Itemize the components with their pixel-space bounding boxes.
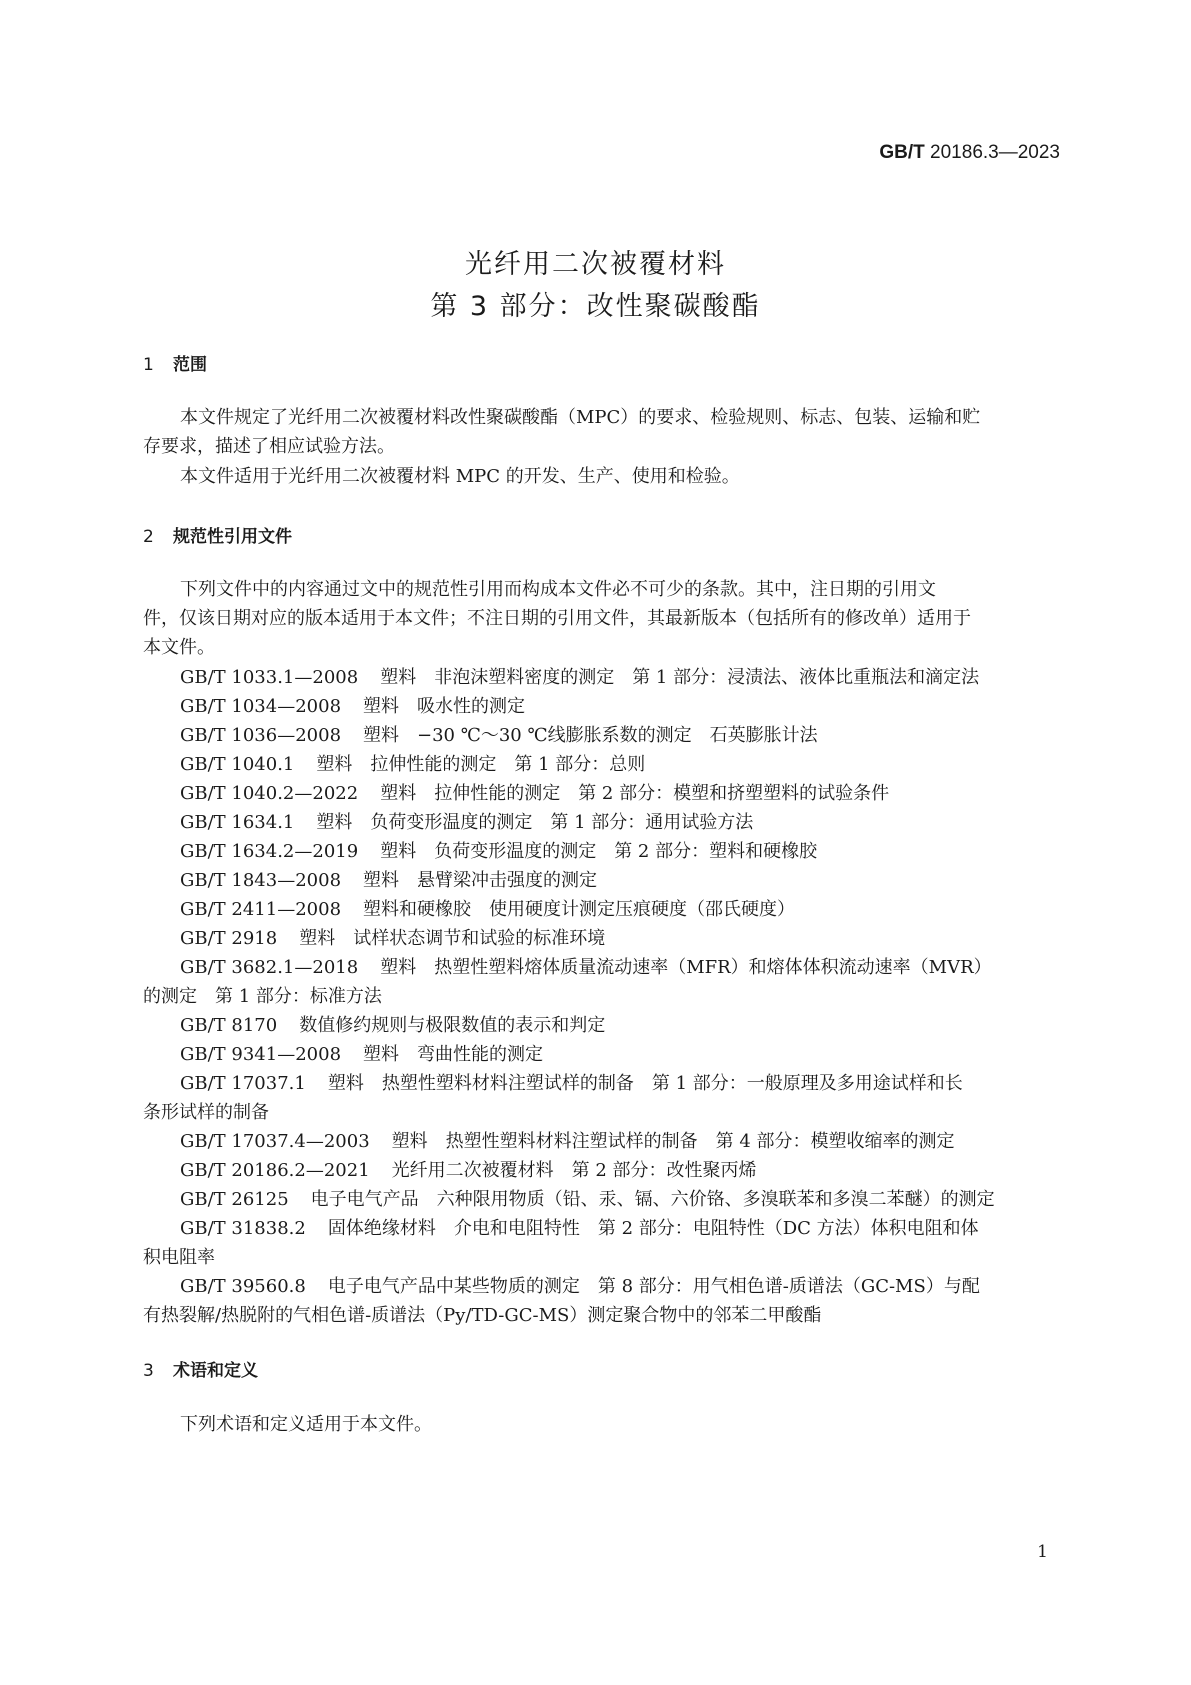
reference-code: GB/T 1843—2008 xyxy=(180,870,342,891)
document-subtitle: 第 3 部分：改性聚碳酸酯 xyxy=(430,291,761,322)
reference-code: GB/T 9341—2008 xyxy=(180,1044,342,1065)
reference-code: GB/T 17037.1 xyxy=(180,1073,306,1094)
section-heading-terms-definitions xyxy=(143,1356,258,1381)
reference-item xyxy=(180,1272,980,1298)
reference-title: 塑料 负荷变形温度的测定 第 1 部分：通用试验方法 xyxy=(316,812,754,833)
reference-title: 光纤用二次被覆材料 第 2 部分：改性聚丙烯 xyxy=(391,1160,757,1181)
standard-number xyxy=(879,142,1060,164)
scope-paragraph: 本文件规定了光纤用二次被覆材料改性聚碳酸酯（MPC）的要求、检验规则、标志、包装、运输和贮 xyxy=(180,407,981,428)
reference-code: GB/T 1040.2—2022 xyxy=(180,783,359,804)
reference-item xyxy=(180,1127,955,1153)
reference-title: 塑料 试样状态调节和试验的标准环境 xyxy=(299,928,606,949)
terms-paragraph: 下列术语和定义适用于本文件。 xyxy=(180,1414,432,1435)
page-number: 1 xyxy=(1037,1542,1048,1562)
reference-item xyxy=(180,721,818,747)
references-intro: 下列文件中的内容通过文中的规范性引用而构成本文件必不可少的条款。其中，注日期的引用文 xyxy=(180,579,936,600)
reference-item xyxy=(180,837,817,863)
references-intro-cont: 本文件。 xyxy=(143,637,215,658)
reference-title: 塑料 负荷变形温度的测定 第 2 部分：塑料和硬橡胶 xyxy=(380,841,818,862)
reference-item xyxy=(180,663,979,689)
reference-code: GB/T 26125 xyxy=(180,1189,289,1210)
reference-code: GB/T 20186.2—2021 xyxy=(180,1160,370,1181)
section-title: 范围 xyxy=(173,355,207,375)
reference-code: GB/T 3682.1—2018 xyxy=(180,957,359,978)
reference-code: GB/T 1033.1—2008 xyxy=(180,667,359,688)
reference-code: GB/T 2918 xyxy=(180,928,278,949)
reference-title: 塑料 非泡沫塑料密度的测定 第 1 部分：浸渍法、液体比重瓶法和滴定法 xyxy=(380,667,980,688)
section-number: 1 xyxy=(143,355,154,375)
reference-title: 塑料 吸水性的测定 xyxy=(363,696,526,717)
reference-code: GB/T 31838.2 xyxy=(180,1218,306,1239)
reference-code: GB/T 1040.1 xyxy=(180,754,295,775)
reference-code: GB/T 39560.8 xyxy=(180,1276,306,1297)
scope-paragraph-cont: 存要求，描述了相应试验方法。 xyxy=(143,436,395,457)
reference-title: 塑料 热塑性塑料熔体质量流动速率（MFR）和熔体体积流动速率（MVR） xyxy=(380,957,992,978)
reference-code: GB/T 17037.4—2003 xyxy=(180,1131,370,1152)
reference-title: 电子电气产品中某些物质的测定 第 8 部分：用气相色谱-质谱法（GC-MS）与配 xyxy=(327,1276,980,1297)
reference-title: 固体绝缘材料 介电和电阻特性 第 2 部分：电阻特性（DC 方法）体积电阻和体 xyxy=(327,1218,979,1239)
reference-code: GB/T 1634.2—2019 xyxy=(180,841,359,862)
section-title: 规范性引用文件 xyxy=(173,527,292,547)
reference-title: 塑料 热塑性塑料材料注塑试样的制备 第 4 部分：模塑收缩率的测定 xyxy=(391,1131,955,1152)
reference-item xyxy=(180,924,605,950)
standard-code: 20186.3—2023 xyxy=(930,142,1060,163)
reference-item xyxy=(180,1040,543,1066)
reference-item xyxy=(180,1156,757,1182)
reference-item xyxy=(180,953,992,979)
reference-code: GB/T 1034—2008 xyxy=(180,696,342,717)
reference-item xyxy=(180,866,597,892)
references-intro-cont: 件，仅该日期对应的版本适用于本文件；不注日期的引用文件，其最新版本（包括所有的修改单）适用于 xyxy=(143,608,971,629)
reference-code: GB/T 2411—2008 xyxy=(180,899,342,920)
reference-item-cont: 积电阻率 xyxy=(143,1247,215,1268)
reference-item xyxy=(180,1011,605,1037)
reference-item-cont: 条形试样的制备 xyxy=(143,1102,269,1123)
reference-item xyxy=(180,692,525,718)
reference-item xyxy=(180,808,753,834)
section-heading-normative-references xyxy=(143,522,292,547)
reference-code: GB/T 1634.1 xyxy=(180,812,295,833)
section-heading-scope xyxy=(143,350,207,375)
reference-item xyxy=(180,750,645,776)
reference-item xyxy=(180,1185,995,1211)
section-title: 术语和定义 xyxy=(173,1361,258,1381)
reference-title: 塑料 −30 ℃～30 ℃线膨胀系数的测定 石英膨胀计法 xyxy=(363,725,818,746)
reference-title: 电子电气产品 六种限用物质（铅、汞、镉、六价铬、多溴联苯和多溴二苯醚）的测定 xyxy=(310,1189,995,1210)
reference-title: 数值修约规则与极限数值的表示和判定 xyxy=(299,1015,606,1036)
reference-code: GB/T 1036—2008 xyxy=(180,725,342,746)
reference-code: GB/T 8170 xyxy=(180,1015,278,1036)
reference-title: 塑料 拉伸性能的测定 第 1 部分：总则 xyxy=(316,754,646,775)
section-number: 2 xyxy=(143,527,154,547)
reference-item xyxy=(180,779,889,805)
reference-item xyxy=(180,1069,963,1095)
reference-title: 塑料 弯曲性能的测定 xyxy=(363,1044,544,1065)
section-number: 3 xyxy=(143,1361,154,1381)
reference-title: 塑料和硬橡胶 使用硬度计测定压痕硬度（邵氏硬度） xyxy=(363,899,796,920)
reference-item-cont: 的测定 第 1 部分：标准方法 xyxy=(143,986,382,1007)
reference-item xyxy=(180,895,795,921)
reference-item xyxy=(180,1214,979,1240)
reference-title: 塑料 悬臂梁冲击强度的测定 xyxy=(363,870,598,891)
reference-title: 塑料 拉伸性能的测定 第 2 部分：模塑和挤塑塑料的试验条件 xyxy=(380,783,890,804)
reference-title: 塑料 热塑性塑料材料注塑试样的制备 第 1 部分：一般原理及多用途试样和长 xyxy=(327,1073,963,1094)
standard-prefix: GB/T xyxy=(879,142,925,163)
scope-applicability: 本文件适用于光纤用二次被覆材料 MPC 的开发、生产、使用和检验。 xyxy=(180,466,740,487)
document-title: 光纤用二次被覆材料 xyxy=(465,249,726,280)
reference-item-cont: 有热裂解/热脱附的气相色谱-质谱法（Py/TD-GC-MS）测定聚合物中的邻苯二甲酸酯 xyxy=(143,1305,822,1326)
